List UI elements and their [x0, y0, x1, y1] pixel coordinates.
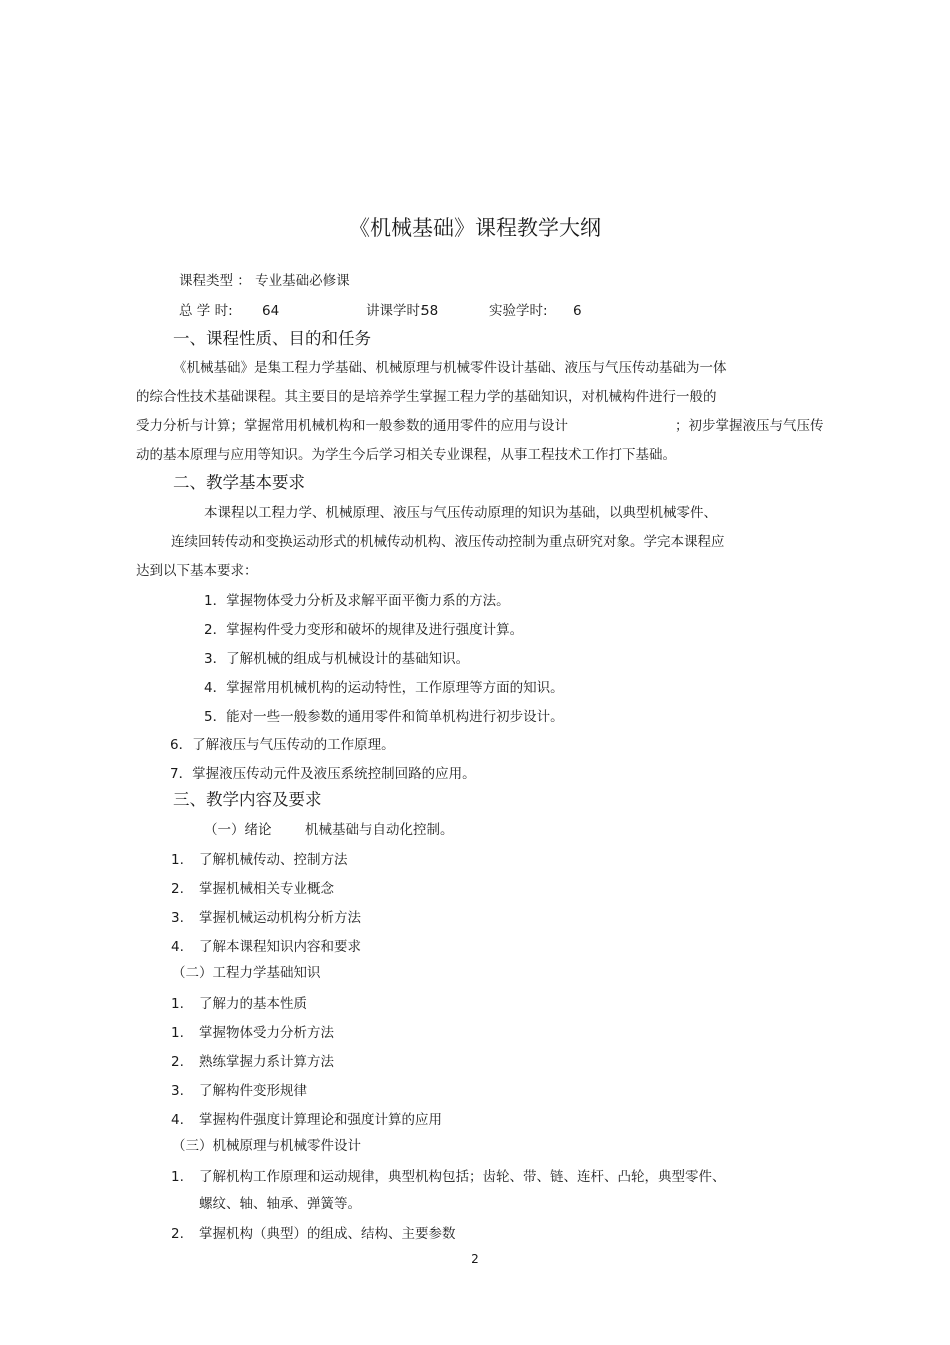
list-item-number: 4.	[171, 1112, 184, 1128]
section-1-para-line: ；初步掌握液压与气压传	[675, 418, 824, 434]
section-2-para-line: 本课程以工程力学、机械原理、液压与气压传动原理的知识为基础，以典型机械零件、	[204, 505, 717, 521]
section-2-heading: 二、教学基本要求	[173, 473, 305, 492]
list-item-text: 了解本课程知识内容和要求	[199, 939, 361, 955]
lecture-hours-label: 讲课学时:	[366, 303, 425, 319]
list-item-number: 3.	[171, 1083, 184, 1099]
requirement-item: 7．掌握液压传动元件及液压系统控制回路的应用。	[170, 766, 476, 782]
requirement-item: 3．了解机械的组成与机械设计的基础知识。	[204, 651, 470, 667]
list-item-text: 熟练掌握力系计算方法	[199, 1054, 334, 1070]
subsection-2-title: （二）工程力学基础知识	[172, 965, 321, 981]
course-type: 课程类型 ： 专业基础必修课	[179, 273, 350, 289]
list-item-number: 1.	[171, 852, 184, 868]
requirement-item: 2．掌握构件受力变形和破坏的规律及进行强度计算。	[204, 622, 524, 638]
subsection-1-title: （一）绪论	[204, 822, 272, 838]
list-item-text: 了解力的基本性质	[199, 996, 307, 1012]
lab-hours-value: 6	[573, 303, 582, 319]
requirement-item: 6．了解液压与气压传动的工作原理。	[170, 737, 395, 753]
document-title: 《机械基础》课程教学大纲	[349, 216, 601, 240]
list-item-text: 螺纹、轴、轴承、弹簧等。	[199, 1196, 361, 1212]
section-1-heading: 一、课程性质、目的和任务	[173, 329, 371, 348]
requirement-item: 4．掌握常用机械机构的运动特性，工作原理等方面的知识。	[204, 680, 564, 696]
list-item-number: 2.	[171, 881, 184, 897]
page-number: 2	[471, 1252, 479, 1266]
section-1-para-line: 动的基本原理与应用等知识。为学生今后学习相关专业课程，从事工程技术工作打下基础。	[136, 447, 676, 463]
lecture-hours-value: 58	[421, 303, 439, 319]
list-item-text: 掌握物体受力分析方法	[199, 1025, 334, 1041]
list-item-number: 4.	[171, 939, 184, 955]
list-item-number: 1.	[171, 1169, 184, 1185]
subsection-1-desc: 机械基础与自动化控制。	[305, 822, 454, 838]
section-2-para-line: 连续回转传动和变换运动形式的机械传动机构、液压传动控制为重点研究对象。学完本课程应	[171, 534, 725, 550]
list-item-text: 了解构件变形规律	[199, 1083, 307, 1099]
list-item-text: 了解机械传动、控制方法	[199, 852, 348, 868]
subsection-3-title: （三）机械原理与机械零件设计	[172, 1138, 361, 1154]
lab-hours-label: 实验学时:	[489, 303, 548, 319]
list-item-text: 掌握机构（典型）的组成、结构、主要参数	[199, 1226, 456, 1242]
total-hours-label: 总 学 时:	[179, 303, 233, 319]
section-1-para-line: 的综合性技术基础课程。其主要目的是培养学生掌握工程力学的基础知识，对机械构件进行一般的	[136, 389, 717, 405]
list-item-number: 2.	[171, 1054, 184, 1070]
section-1-para-line: 受力分析与计算；掌握常用机械机构和一般参数的通用零件的应用与设计	[136, 418, 568, 434]
section-3-heading: 三、教学内容及要求	[173, 790, 322, 809]
list-item-text: 掌握机械运动机构分析方法	[199, 910, 361, 926]
requirement-item: 1．掌握物体受力分析及求解平面平衡力系的方法。	[204, 593, 510, 609]
total-hours-value: 64	[262, 303, 280, 319]
section-2-para-line: 达到以下基本要求：	[136, 563, 258, 579]
list-item-number: 3.	[171, 910, 184, 926]
list-item-text: 掌握构件强度计算理论和强度计算的应用	[199, 1112, 442, 1128]
list-item-text: 掌握机械相关专业概念	[199, 881, 334, 897]
requirement-item: 5．能对一些一般参数的通用零件和简单机构进行初步设计。	[204, 709, 564, 725]
list-item-text: 了解机构工作原理和运动规律，典型机构包括；齿轮、带、链、连杆、凸轮，典型零件、	[199, 1169, 726, 1185]
section-1-para-line: 《机械基础》是集工程力学基础、机械原理与机械零件设计基础、液压与气压传动基础为一体	[173, 360, 727, 376]
list-item-number: 2.	[171, 1226, 184, 1242]
list-item-number: 1.	[171, 996, 184, 1012]
list-item-number: 1.	[171, 1025, 184, 1041]
